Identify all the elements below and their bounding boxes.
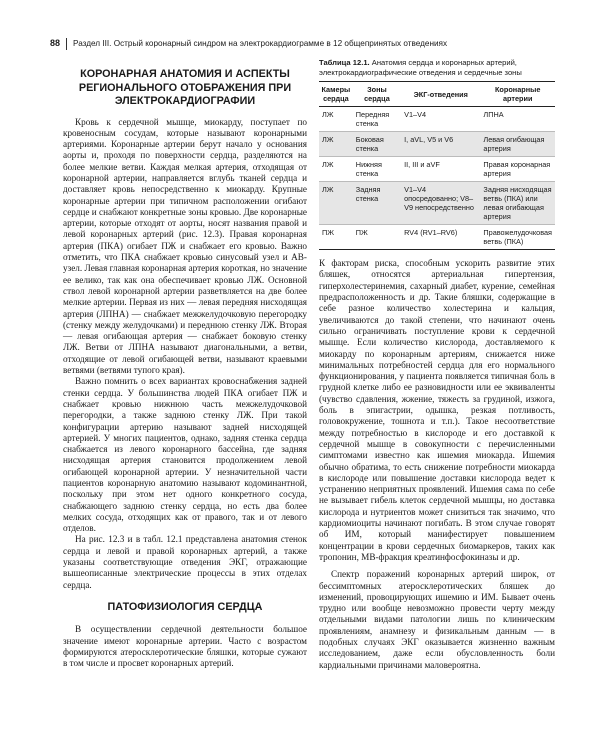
table-cell: V1–V4 опосредованно; V8–V9 непосредственно — [401, 182, 480, 225]
table-cell: I, aVL, V5 и V6 — [401, 132, 480, 157]
table-cell: ПЖ — [319, 225, 353, 250]
table-cell: Боковая стенка — [353, 132, 401, 157]
table-caption-text: Анатомия сердца и коронарных артерий, электрокардиографические отведения и сердечные зоны — [319, 58, 522, 77]
table-cell: ЛЖ — [319, 107, 353, 132]
page-number: 88 — [50, 38, 61, 48]
table-row — [319, 132, 555, 157]
paragraph: Спектр поражений коронарных артерий широк, от бессимптомных атеросклеротических бляшек до изменений, провоцирующих ишемию и ИМ. Бывает очень трудно или вообще невозможно провести черту между отдельными видами патологии лишь по клиническим проявлениям, анамнезу и физикальным данным — в подобных случаях ЭКГ оказывается жизненно важным исследованием, даже если обусловленность боли кардиальными причинами маловероятна. — [319, 569, 555, 670]
paragraph: Кровь к сердечной мышце, миокарду, поступает по кровеносным сосудам, которые называют коронарными артериями. Коронарные артерии берут начало у основания аорты и, проходя по поверхности сердца, разделяются на более мелкие ветви. Каждая мелкая артерия, отходящая от коронарной артерии, направляется вглубь тканей сердца и доставляет кровь непосредственно к миокарду. Крупные коронарные артерии при типичном расположении огибают сердце и снабжают конкретные зоны кровью. Две коронарные артерии, которые отходят от аорты, носят названия правой и левой коронарных артерий (рис. 12.3). Правая коронарная артерия (ПКА) огибает ПЖ и снабжает его кровью. Важно отметить, что ПКА снабжает кровью синусовый узел и АВ-узел. Левая главная коронарная артерия короткая, но значение ее велико, так как она обеспечивает кровью ЛЖ. Основной ствол левой коронарной артерии разветвляется на две более мелкие артерии. Первая из них — левая передняя нисходящая артерия (ЛПНА) — снабжает межжелудочковую перегородку (стенку между желудочками) и переднюю стенку ЛЖ. Вторая — левая огибающая артерия — снабжает боковую стенку ЛЖ. Ветви от ЛПНА называют диагональными, а ветви, отходящие от левой огибающей ветви, называют краевыми ветвями (ветвями тупого края). — [63, 116, 307, 376]
table-row — [319, 157, 555, 182]
table-cell: V1–V4 — [401, 107, 480, 132]
left-column — [63, 68, 307, 670]
table-cell: Нижняя стенка — [353, 157, 401, 182]
table-row — [319, 225, 555, 250]
paragraph: В осуществлении сердечной деятельности большое значение имеют коронарные артерии. Часто с возрастом формируются атеросклеротические бляшки, которые сужают в том числе и просвет коронарных артерий. — [63, 624, 307, 669]
table-cell: Задняя нисходящая ветвь (ПКА) или левая огибающая артерия — [480, 182, 555, 225]
paragraph: К факторам риска, способным ускорить развитие этих бляшек, относятся артериальная гипертензия, гиперхолестеринемия, сахарный диабет, курение, семейная предрасположенность и др. Такие бляшки, содержащие в себе разное количество холестерина и кальция, увеличиваются до такой степени, что начинают очень сильно ограничивать поступление крови к сердечной мышце. Если количество кислорода, доставляемого к миокарду по коронарным артериям, снижается ниже минимальных потребностей сердца для его нормального функционирования, у пациента появляется типичная боль в грудной клетке либо ее разновидности или ее эквиваленты (чувство сдавления, жжение, тяжесть за грудиной, изжога, боль в эпигастрии, одышка, резкая потливость, головокружение, тошнота и т.п.). Такое несоответствие между потребностью в кислороде и его доставкой к сердечной мышце в совокупности с перечисленными симптомами известно как ишемия миокарда. Ишемия обычно обратима, то есть снижение потребности миокарда в кислороде или повышение доставки кислорода ведет к устранению неприятных проявлений. Ишемия сама по себе не вызывает гибель клеток сердечной мышцы, но доставка кислорода и нутриентов может снизиться так значимо, что кардиомиоциты начинают погибать. В этом случае говорят об ИМ, который манифестирует повышением концентрации в крови сердечных биомаркеров, таких как тропонин, МВ-фракция креатинфосфокиназы и др. — [319, 258, 555, 562]
column-header: ЭКГ-отведения — [401, 82, 480, 107]
table-cell: Левая огибающая артерия — [480, 132, 555, 157]
section-heading: КОРОНАРНАЯ АНАТОМИЯ И АСПЕКТЫ РЕГИОНАЛЬНОГО ОТОБРАЖЕНИЯ ПРИ ЭЛЕКТРОКАРДИОГРАФИИ — [78, 68, 292, 107]
section-heading-pathophysiology: ПАТОФИЗИОЛОГИЯ СЕРДЦА — [107, 600, 263, 613]
right-column — [319, 58, 555, 671]
table-cell: Задняя стенка — [353, 182, 401, 225]
column-header: Коронарные артерии — [480, 82, 555, 107]
table-cell: ПЖ — [353, 225, 401, 250]
paragraph: Важно помнить о всех вариантах кровоснабжения задней стенки сердца. У большинства людей ПКА огибает ПЖ и снабжает кровью нижнюю часть межжелудочковой перегородки, а также заднюю стенку ЛЖ. При такой конфигурации артерию называют задней нисходящей артерией. У многих пациентов, однако, задняя стенка сердца снабжается из левого коронарного бассейна, где задняя нисходящая артерия становится продолжением левой огибающей коронарной артерии. У незначительной части пациентов коронарную анатомию называют кодоминантной, поскольку при этом нет одного конкретного сосуда, снабжающего заднюю стенку сердца, но есть два более мелких сосуда, отходящих как от правого, так и от левого отделов. — [63, 376, 307, 534]
table-cell: RV4 (RV1–RV6) — [401, 225, 480, 250]
paragraph: На рис. 12.3 и в табл. 12.1 представлена анатомия стенок сердца и левой и правой коронарных артерий, а также указаны соответствующие отведения ЭКГ, отражающие вышеописанные электрические процессы в этих отделах сердца. — [63, 534, 307, 590]
section-title: Раздел III. Острый коронарный синдром на электрокардиограмме в 12 общепринятых отведениях — [73, 39, 448, 48]
running-head — [50, 36, 570, 50]
table-cell: Правая коронарная артерия — [480, 157, 555, 182]
anatomy-table — [319, 81, 555, 250]
table-cell: ЛЖ — [319, 132, 353, 157]
table-cell: ЛЖ — [319, 157, 353, 182]
column-header: Зоны сердца — [353, 82, 401, 107]
header-divider — [66, 38, 67, 50]
table-header-row — [319, 82, 555, 107]
table-row — [319, 182, 555, 225]
right-body — [319, 258, 555, 671]
column-header: Камеры сердца — [319, 82, 353, 107]
table-caption-label: Таблица 12.1. — [319, 58, 370, 67]
table-cell: Передняя стенка — [353, 107, 401, 132]
table-caption — [319, 58, 555, 77]
table-cell: II, III и aVF — [401, 157, 480, 182]
table-cell: ЛПНА — [480, 107, 555, 132]
table-row — [319, 107, 555, 132]
table-cell: Правожелудочковая ветвь (ПКА) — [480, 225, 555, 250]
table-cell: ЛЖ — [319, 182, 353, 225]
